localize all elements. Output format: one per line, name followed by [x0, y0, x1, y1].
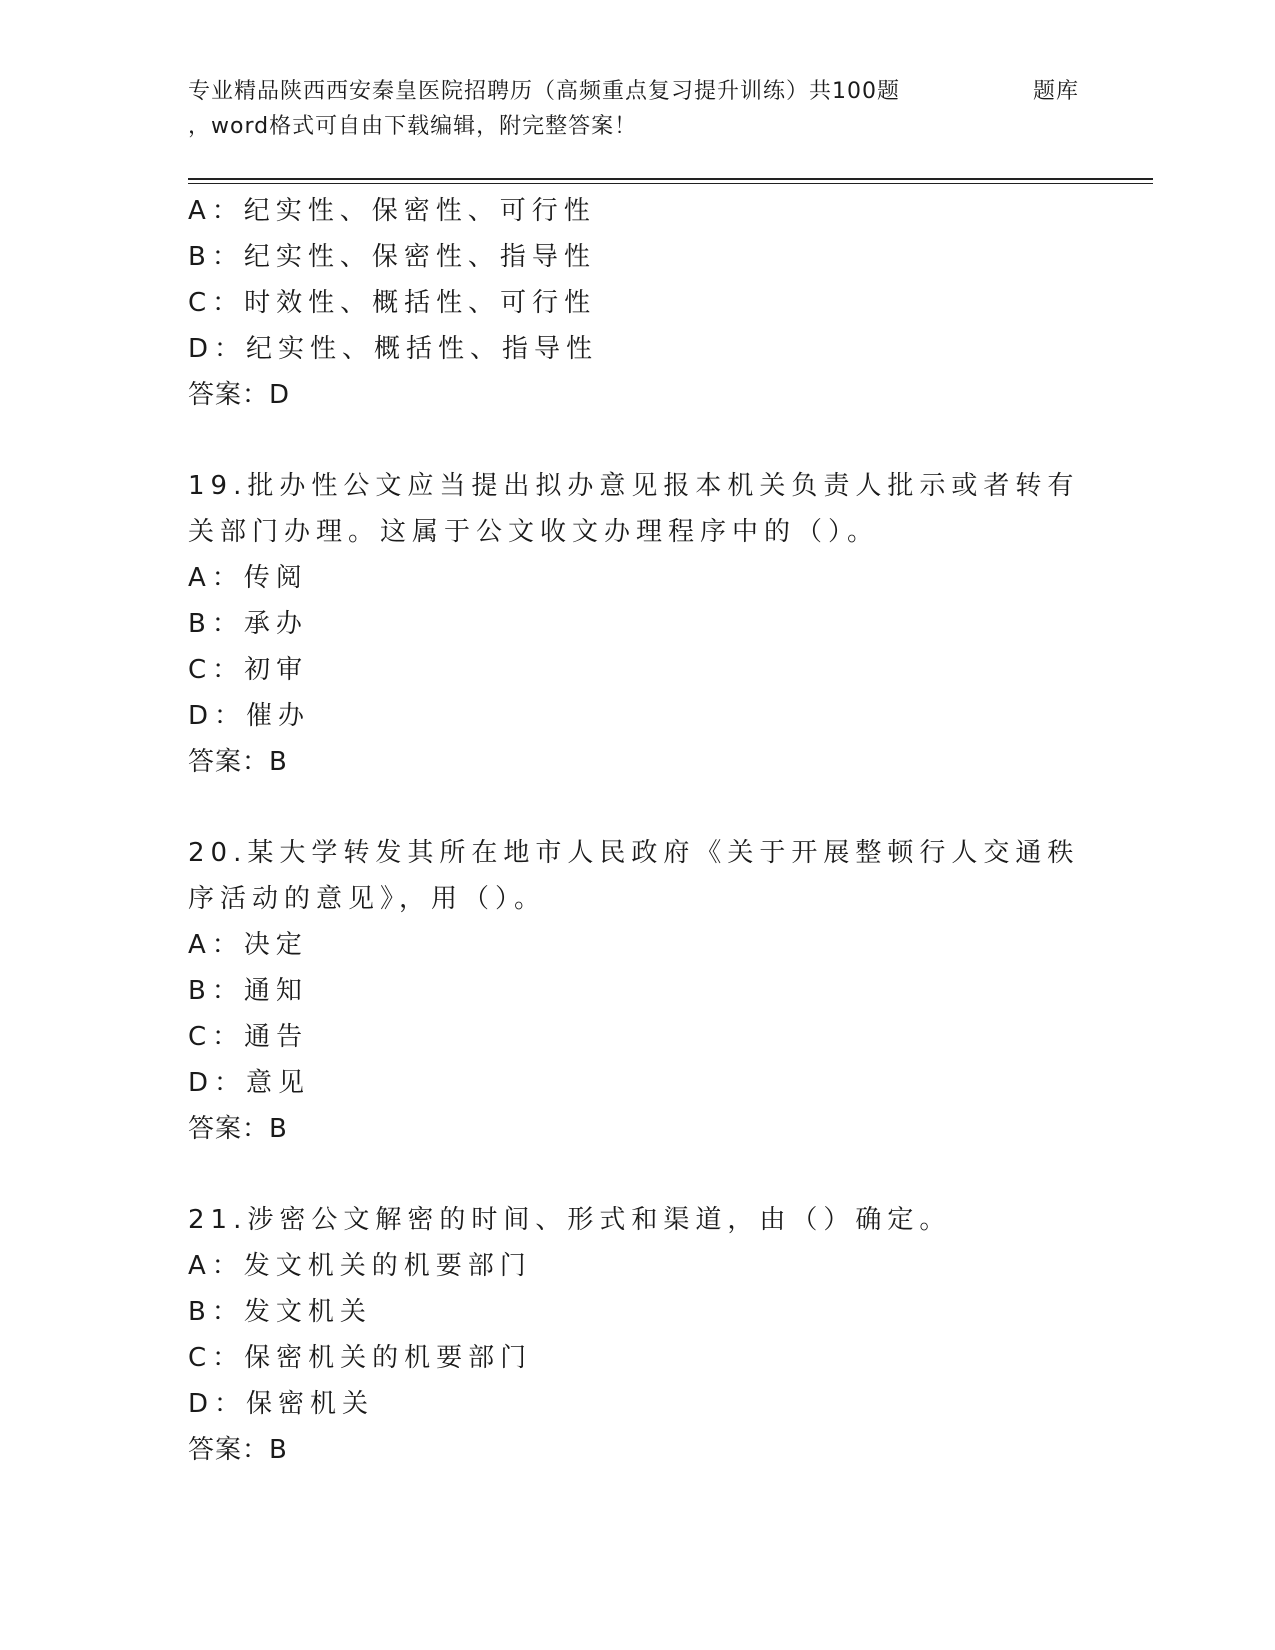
header-title-row: [188, 72, 1088, 112]
question-block: [188, 188, 1088, 418]
header-divider-thin: [188, 183, 1153, 184]
question-block: [188, 1197, 1088, 1473]
option-a: A：决定: [188, 930, 308, 960]
option-c: C：通告: [188, 1022, 309, 1052]
header-tag: 题库: [1033, 79, 1080, 104]
question-block: [188, 830, 1088, 1152]
option-d: D：保密机关: [188, 1389, 375, 1419]
page-header: [188, 72, 1088, 142]
option-b: B：发文机关: [188, 1297, 372, 1327]
answer: 答案：D: [188, 380, 291, 410]
answer: 答案：B: [188, 747, 288, 777]
header-subtitle: ，word格式可自由下载编辑，附完整答案！: [188, 114, 638, 139]
option-d: D：纪实性、概括性、指导性: [188, 334, 599, 364]
header-divider-thick: [188, 178, 1153, 180]
option-a: A：传阅: [188, 563, 308, 593]
option-b: B：纪实性、保密性、指导性: [188, 242, 596, 272]
question-block: [188, 463, 1088, 785]
option-b: B：承办: [188, 609, 308, 639]
option-d: D：催办: [188, 701, 311, 731]
option-c: C：初审: [188, 655, 309, 685]
option-a: A：发文机关的机要部门: [188, 1251, 532, 1281]
answer: 答案：B: [188, 1435, 288, 1465]
question-text: 19.批办性公文应当提出拟办意见报本机关负责人批示或者转有关部门办理。这属于公文收文办理程序中的（）。: [188, 471, 1080, 547]
option-c: C：时效性、概括性、可行性: [188, 288, 597, 318]
question-text: 21.涉密公文解密的时间、形式和渠道，由（）确定。: [188, 1205, 952, 1235]
option-d: D：意见: [188, 1068, 311, 1098]
header-title: 专业精品陕西西安秦皇医院招聘历（高频重点复习提升训练）共100题: [188, 79, 900, 104]
option-c: C：保密机关的机要部门: [188, 1343, 533, 1373]
option-a: A：纪实性、保密性、可行性: [188, 196, 596, 226]
question-text: 20.某大学转发其所在地市人民政府《关于开展整顿行人交通秩序活动的意见》，用（）。: [188, 838, 1080, 914]
answer: 答案：B: [188, 1114, 288, 1144]
option-b: B：通知: [188, 976, 308, 1006]
question-list: [188, 188, 1088, 1473]
